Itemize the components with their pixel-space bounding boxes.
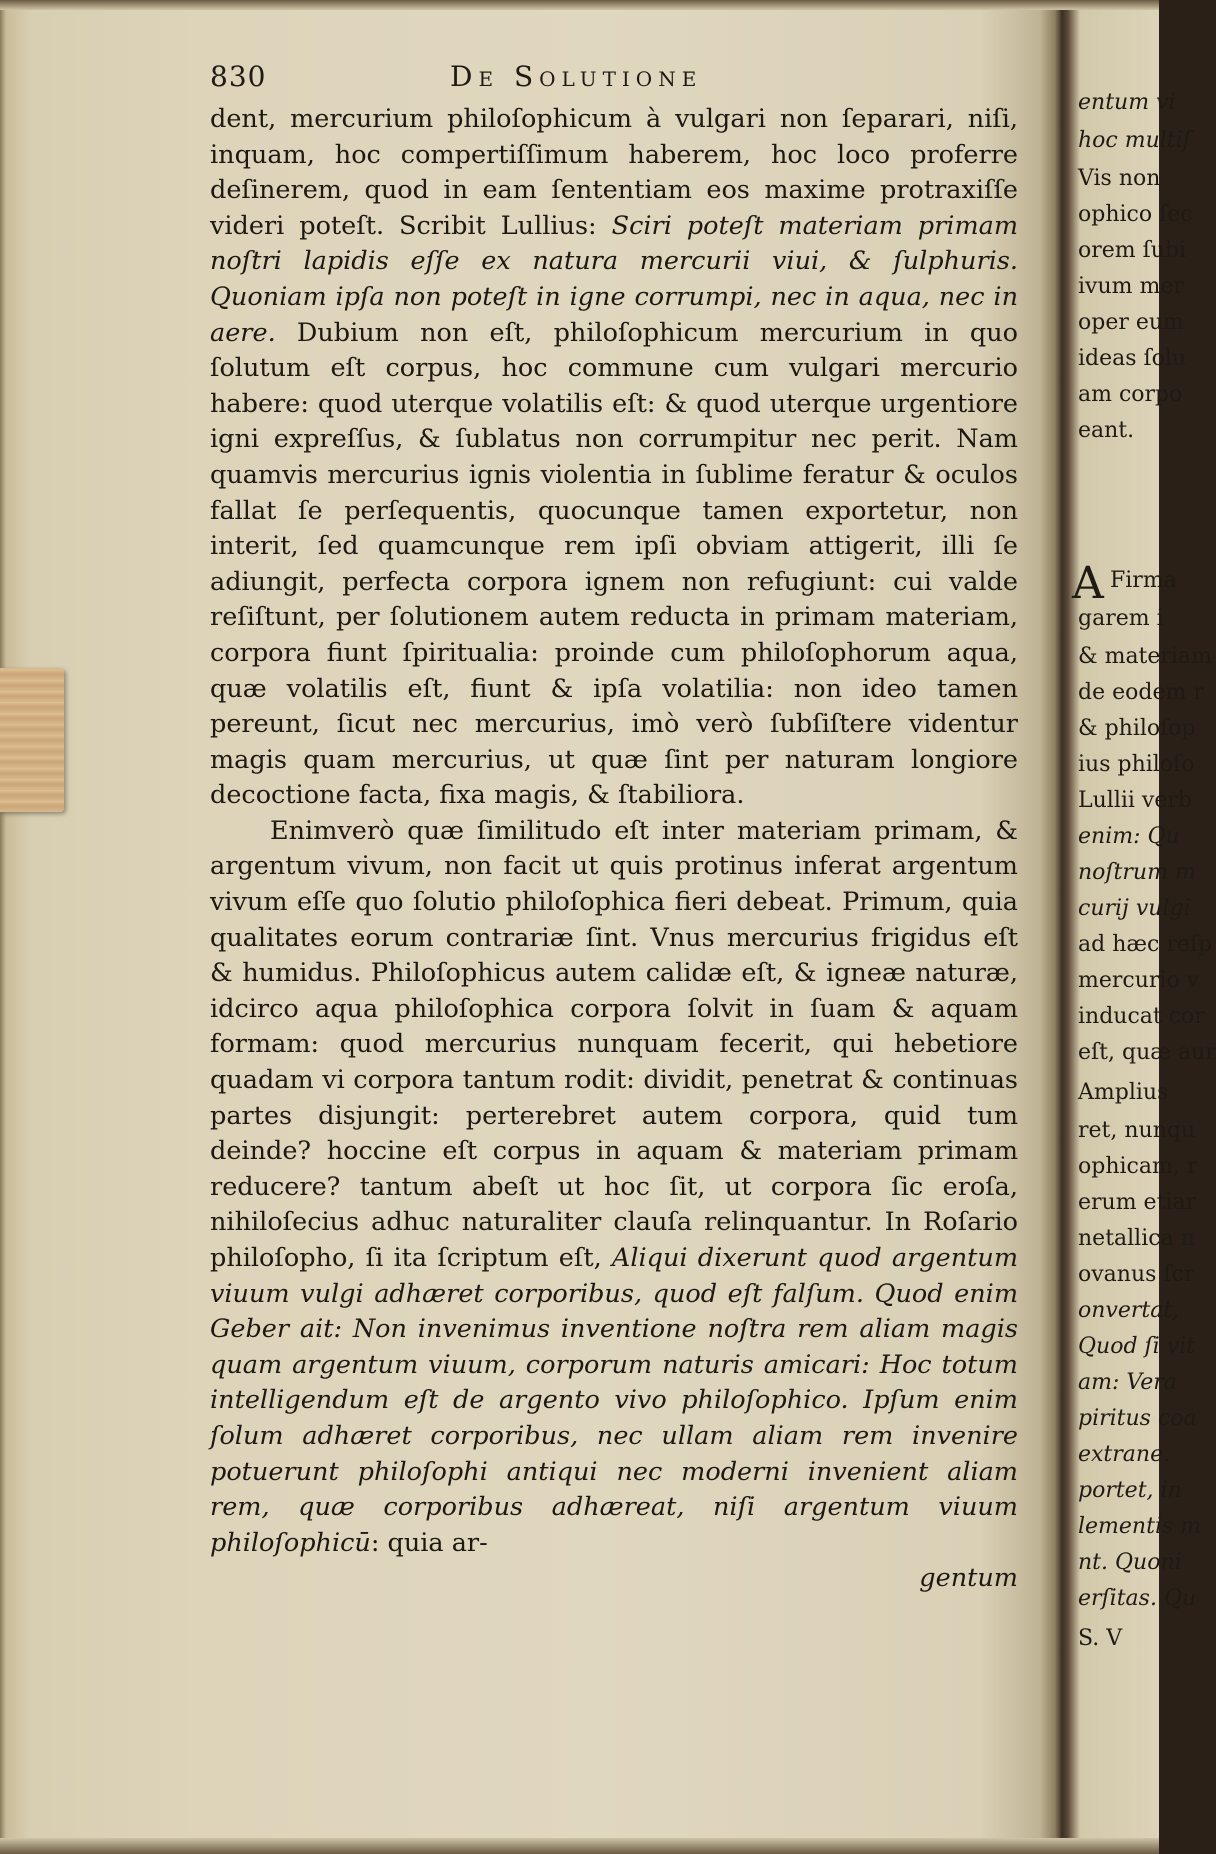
right-page-line: am corpo — [1078, 382, 1183, 407]
right-page-line: garem i — [1078, 606, 1164, 631]
right-page-line: nt. Quoni — [1078, 1550, 1182, 1575]
right-page-line: orem ſubi — [1078, 238, 1187, 263]
text-run: : quia ar- — [370, 1527, 488, 1558]
right-page-line: Amplius — [1078, 1080, 1169, 1105]
lullius-quote: Sciri poteſt materiam primam noſtri lapidis eſſe ex natura mercurii viui, & ſulphuris. Quoniam ipſa non poteſt in igne corrumpi, nec in aqua, nec in aere. — [210, 210, 1019, 348]
bookmark-strip — [0, 668, 64, 812]
right-page-line: portet, in — [1078, 1478, 1182, 1503]
right-page-line: entum vi — [1078, 90, 1176, 115]
page-number: 830 — [210, 60, 267, 93]
right-page-line: ius philoſo — [1078, 752, 1195, 777]
right-page-line: noſtrum m — [1078, 860, 1196, 885]
page-bottom-edge — [0, 1838, 1159, 1854]
right-page-line: Vis non — [1078, 166, 1161, 191]
right-page-line: ret, nunqu — [1078, 1118, 1196, 1143]
right-page-line: erum etiar — [1078, 1190, 1197, 1215]
right-page-line: ophicam, r — [1078, 1154, 1198, 1179]
text-run: Dubium non eſt, philoſophicum mercurium in quo ſolutum eſt corpus, hoc commune cum vulgari mercurio habere: quod uterque volatilis eſt: & quod uterque urgentiore igni expreſſus, & ſublatus non corrumpitur nec perit. Nam quamvis mercurius ignis violentia in ſublime feratur & oculos fallat ſe perſequentis, quocunque tamen exportetur, non interit, ſed quamcunque rem ipſi obviam attigerit, illi ſe adiungit, perfecta corpora ignem non refugiunt: cui valde reſiſtunt, per ſolutionem autem reducta in primam materiam, corpora fiunt ſpiritualia: proinde cum philoſophorum aqua, quæ volatilis eſt, fiunt & ipſa volatilia: non ideo tamen pereunt, ſicut nec mercurius, imò verò ſubſiſtere videntur magis quam mercurius, ut quæ ſint per naturam longiore decoctione facta, fixa magis, & ſtabiliora. — [210, 317, 1018, 811]
text-run: dent, mercurium philoſophicum à vulgari non ſeparari, niſi, inquam, hoc compertiſſimum haberem, hoc loco proferre deſinerem, quod in eam ſententiam eos maxime protraxiſſe videri poteſt. Scribit Lullius: — [210, 104, 1018, 241]
right-page-fragment — [1068, 10, 1216, 1838]
right-page-line: enim: Qu — [1078, 824, 1180, 849]
rosario-quote: Aliqui dixerunt quod argentum viuum vulgi adhæret corporibus, quod eſt falſum. Quod enim Geber ait: Non invenimus inventione noſtra rem aliam magis quam argentum viuum, corporum naturis amicari: Hoc totum intelligendum eſt de argento vivo philoſophico. Ipſum enim ſolum adhæret corporibus, nec ullam aliam rem invenire potuerunt philoſophi antiqui nec moderni invenient aliam rem, quæ corporibus adhæreat, niſi argentum viuum philoſophicū — [210, 1243, 1018, 1558]
right-page-line: lementis m — [1078, 1514, 1202, 1539]
drop-initial: A — [1072, 558, 1104, 609]
right-page-line: Firma — [1110, 568, 1177, 593]
right-page-line: ad hæc reſp — [1078, 932, 1213, 957]
right-page-line: eant. — [1078, 418, 1135, 443]
right-page-line: piritus coa — [1078, 1406, 1197, 1431]
page-top-edge — [0, 0, 1159, 10]
right-page-line: am: Vera — [1078, 1370, 1177, 1395]
left-page — [0, 10, 1060, 1838]
right-page-line: S. V — [1078, 1626, 1123, 1651]
right-page-line: oper eum — [1078, 310, 1184, 335]
paragraph-1 — [210, 102, 1018, 814]
page-header — [210, 60, 1030, 102]
right-page-line: erſitas. Qu — [1078, 1586, 1197, 1611]
right-page-line: extrane. — [1078, 1442, 1171, 1467]
right-page-line: hoc multiſ — [1078, 128, 1191, 153]
right-page-line: Lullii verb — [1078, 788, 1192, 813]
right-page-line: ideas ſolu — [1078, 346, 1187, 371]
paragraph-2 — [210, 814, 1018, 1561]
running-head: De Solutione — [450, 60, 703, 93]
text-run: Enimverò quæ ſimilitudo eſt inter materiam primam, & argentum vivum, non facit ut quis protinus inferat argentum vivum eſſe quo ſolutio philoſophica fieri debeat. Primum, quia qualitates eorum contrariæ ſint. Vnus mercurius frigidus eſt & humidus. Philoſophicus autem calidæ eſt, & igneæ naturæ, idcirco aqua philoſophica corpora ſolvit in ſuam & aquam formam: quod mercurius nunquam fecerit, qui hebetiore quadam vi corpora tantum rodit: dividit, penetrat & continuas partes disjungit: perterebret autem corpora, quid tum deinde? hoccine eſt corpus in aquam & materiam primam reducere? tantum abeſt ut hoc ſit, ut corpora ſic eroſa, nihiloſecius adhuc naturaliter clauſa relinquantur. In Roſario philoſopho, ſi ita ſcriptum eſt, — [210, 815, 1018, 1273]
right-page-line: onvertat, — [1078, 1298, 1180, 1323]
right-page-line: & materiam — [1078, 644, 1212, 669]
right-page-line: mercurio v — [1078, 968, 1200, 993]
right-page-line: curij vulgi — [1078, 896, 1191, 921]
right-page-line: eſt, quæ aur — [1078, 1040, 1216, 1065]
right-page-line: ovanus ſcr — [1078, 1262, 1195, 1287]
right-page-line: de eodem r — [1078, 680, 1204, 705]
right-page-line: netallica n — [1078, 1226, 1195, 1251]
right-page-line: inducat cor — [1078, 1004, 1205, 1029]
right-page-line: ivum mer — [1078, 274, 1184, 299]
main-text — [210, 102, 1018, 1597]
right-page-line: & philoſop — [1078, 716, 1196, 741]
right-page-line: ophico ſec — [1078, 202, 1193, 227]
right-page-line: Quod ſi vit — [1078, 1334, 1196, 1359]
catchword: gentum — [919, 1563, 1018, 1594]
